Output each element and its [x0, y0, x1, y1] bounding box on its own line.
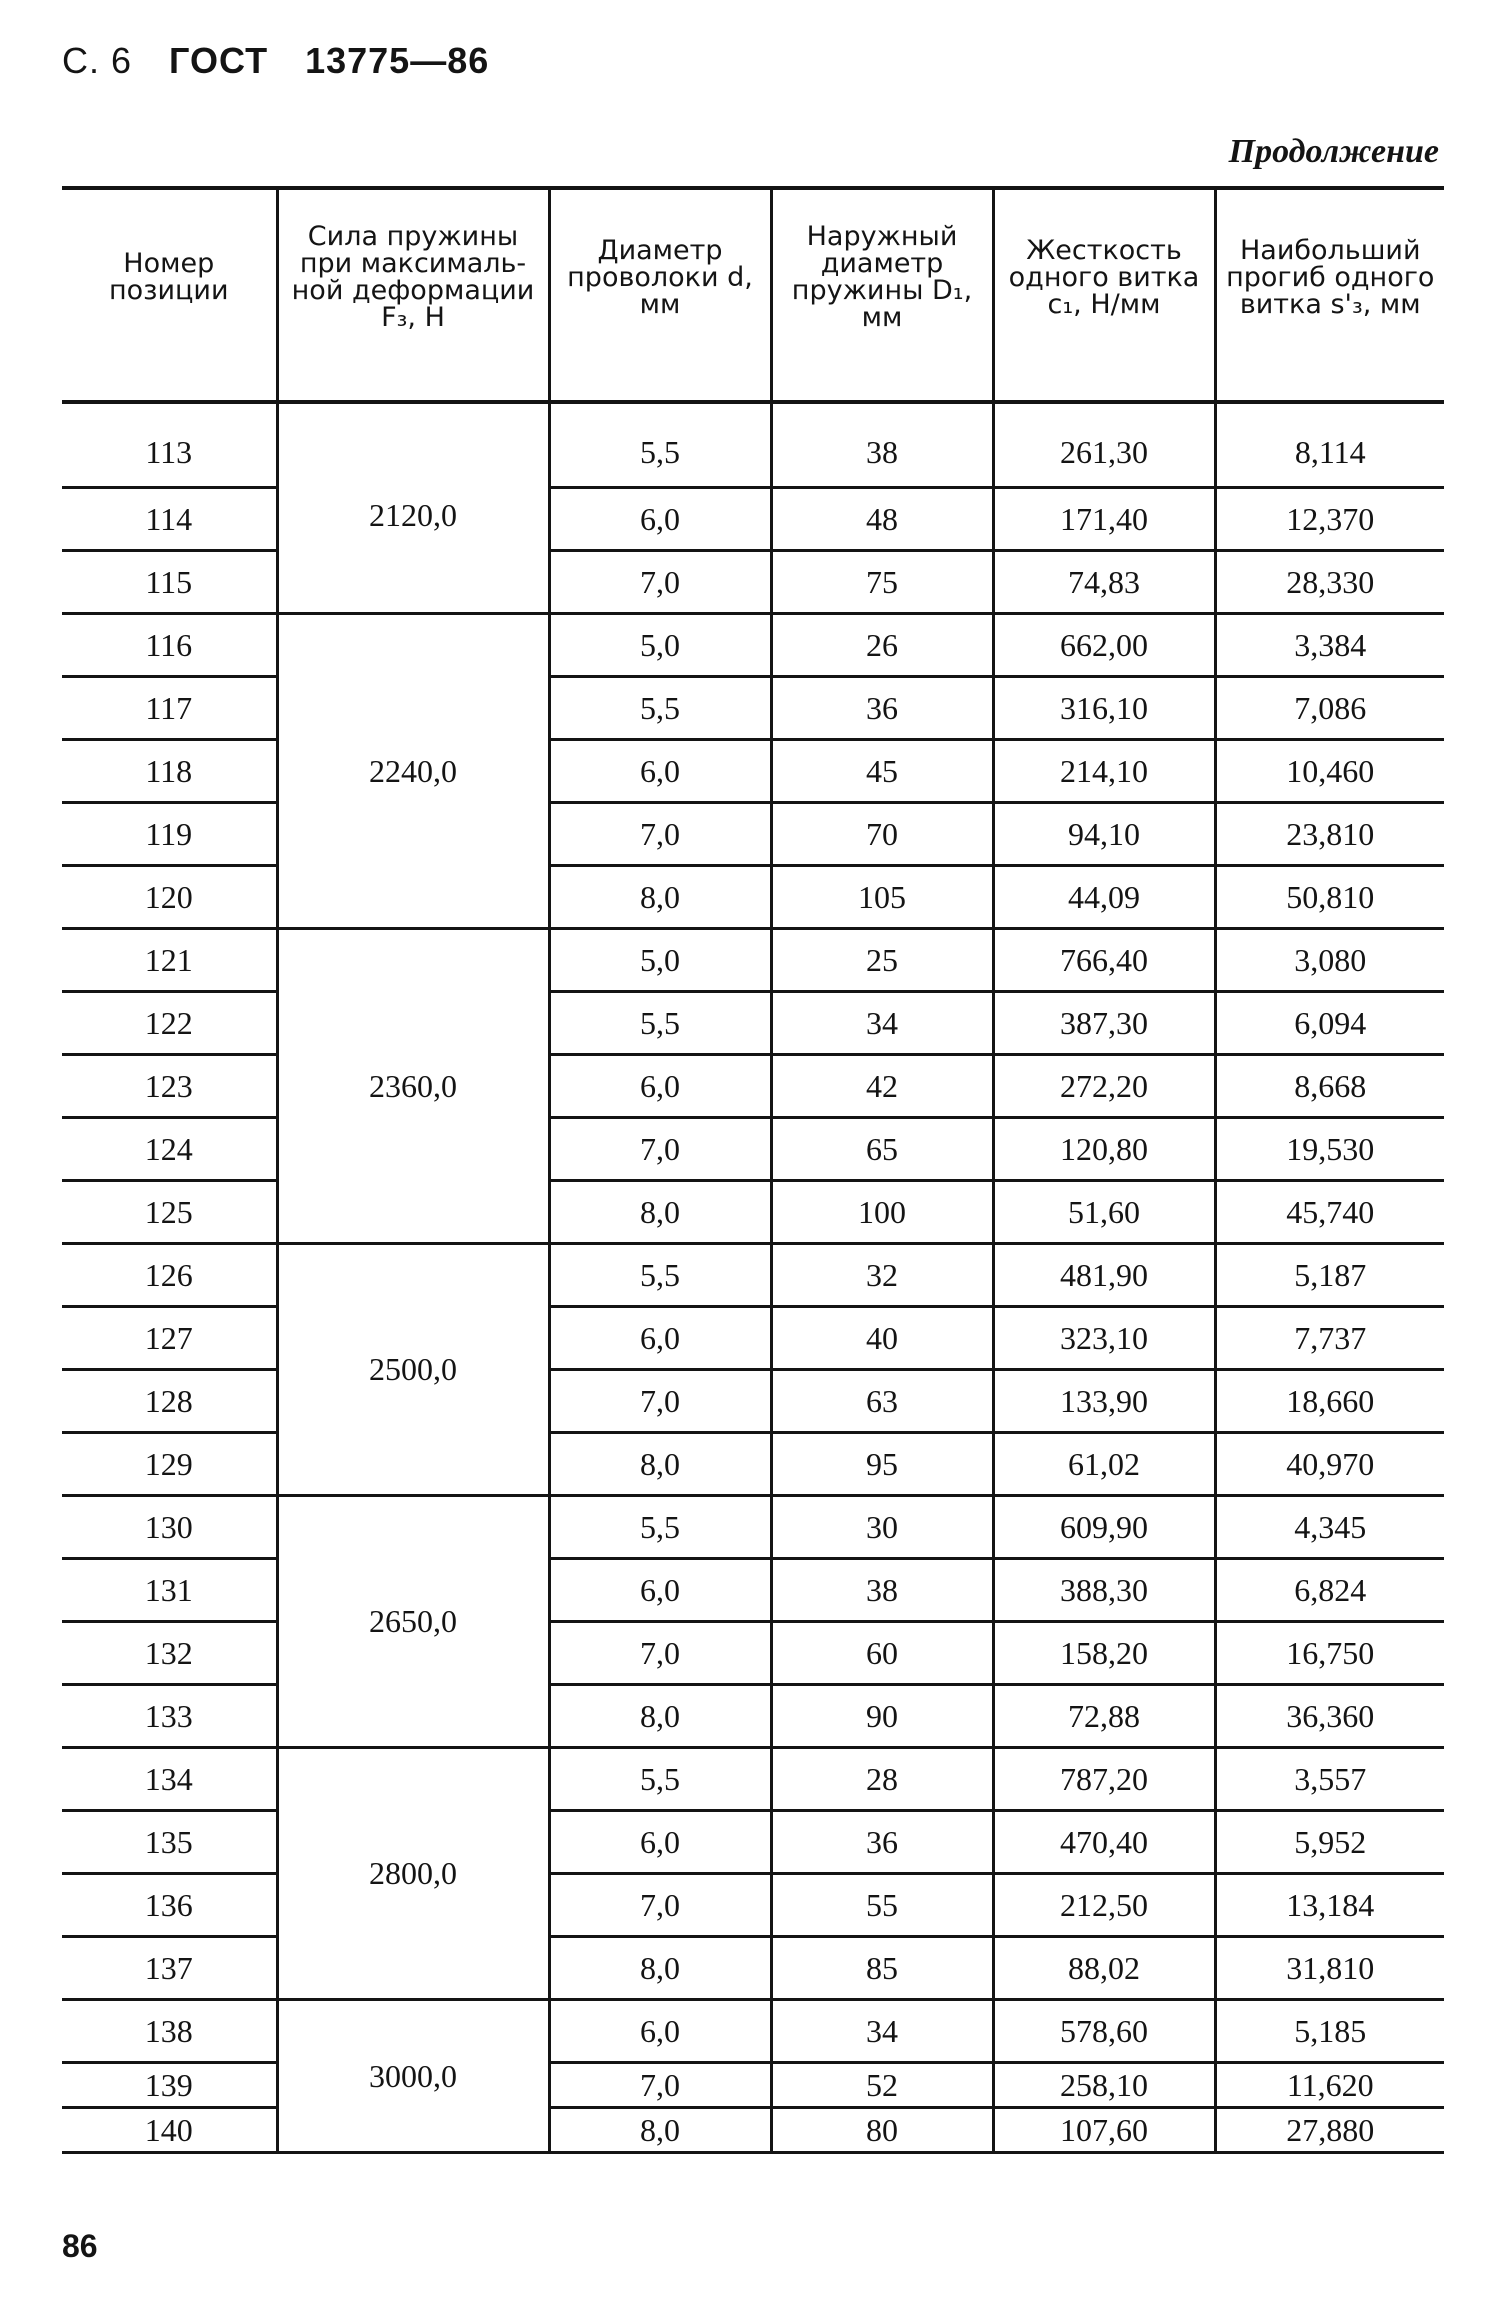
wire-diameter-cell: 8,0 — [549, 1937, 771, 2000]
wire-diameter-cell: 8,0 — [549, 866, 771, 929]
deflection-cell: 8,668 — [1215, 1055, 1444, 1118]
stiffness-cell: 171,40 — [993, 488, 1215, 551]
wire-diameter-cell: 5,0 — [549, 929, 771, 992]
outer-diameter-cell: 70 — [771, 803, 993, 866]
outer-diameter-cell: 42 — [771, 1055, 993, 1118]
stiffness-cell: 107,60 — [993, 2108, 1215, 2153]
wire-diameter-cell: 6,0 — [549, 1811, 771, 1874]
table-row — [62, 551, 1444, 614]
stiffness-cell: 470,40 — [993, 1811, 1215, 1874]
stiffness-cell: 323,10 — [993, 1307, 1215, 1370]
deflection-cell: 3,384 — [1215, 614, 1444, 677]
outer-diameter-cell: 60 — [771, 1622, 993, 1685]
page-number: 86 — [62, 2228, 98, 2264]
wire-diameter-cell: 7,0 — [549, 1118, 771, 1181]
deflection-cell: 11,620 — [1215, 2063, 1444, 2108]
position-cell: 121 — [62, 929, 277, 992]
outer-diameter-cell: 40 — [771, 1307, 993, 1370]
stiffness-cell: 388,30 — [993, 1559, 1215, 1622]
table-row — [62, 677, 1444, 740]
position-cell: 135 — [62, 1811, 277, 1874]
deflection-cell: 23,810 — [1215, 803, 1444, 866]
outer-diameter-cell: 65 — [771, 1118, 993, 1181]
outer-diameter-cell: 30 — [771, 1496, 993, 1559]
header-max-deflection: Наибольший прогиб одного витка s'₃, мм — [1215, 188, 1444, 402]
position-cell: 129 — [62, 1433, 277, 1496]
position-cell: 128 — [62, 1370, 277, 1433]
outer-diameter-cell: 75 — [771, 551, 993, 614]
spring-table — [62, 186, 1444, 2154]
deflection-cell: 19,530 — [1215, 1118, 1444, 1181]
stiffness-cell: 51,60 — [993, 1181, 1215, 1244]
outer-diameter-cell: 52 — [771, 2063, 993, 2108]
position-cell: 130 — [62, 1496, 277, 1559]
table-row — [62, 1370, 1444, 1433]
stiffness-cell: 74,83 — [993, 551, 1215, 614]
outer-diameter-cell: 90 — [771, 1685, 993, 1748]
position-cell: 140 — [62, 2108, 277, 2153]
continuation-label: Продолжение — [1228, 133, 1439, 170]
table-row — [62, 1622, 1444, 1685]
wire-diameter-cell: 7,0 — [549, 1370, 771, 1433]
table-row — [62, 1874, 1444, 1937]
deflection-cell: 27,880 — [1215, 2108, 1444, 2153]
position-cell: 123 — [62, 1055, 277, 1118]
stiffness-cell: 272,20 — [993, 1055, 1215, 1118]
wire-diameter-cell: 6,0 — [549, 1055, 771, 1118]
position-cell: 116 — [62, 614, 277, 677]
deflection-cell: 13,184 — [1215, 1874, 1444, 1937]
table-row — [62, 803, 1444, 866]
deflection-cell: 8,114 — [1215, 402, 1444, 488]
stiffness-cell: 316,10 — [993, 677, 1215, 740]
position-cell: 125 — [62, 1181, 277, 1244]
table-row — [62, 1244, 1444, 1307]
table-row — [62, 866, 1444, 929]
table-row — [62, 1307, 1444, 1370]
standard-code: 13775—86 — [305, 40, 490, 81]
table-row — [62, 402, 1444, 488]
wire-diameter-cell: 6,0 — [549, 740, 771, 803]
stiffness-cell: 88,02 — [993, 1937, 1215, 2000]
wire-diameter-cell: 6,0 — [549, 1559, 771, 1622]
table-row — [62, 1811, 1444, 1874]
position-cell: 131 — [62, 1559, 277, 1622]
stiffness-cell: 578,60 — [993, 2000, 1215, 2063]
position-cell: 139 — [62, 2063, 277, 2108]
outer-diameter-cell: 38 — [771, 402, 993, 488]
deflection-cell: 45,740 — [1215, 1181, 1444, 1244]
force-cell: 2120,0 — [277, 402, 549, 614]
outer-diameter-cell: 100 — [771, 1181, 993, 1244]
header-force: Сила пружины при максималь-ной деформации F₃, Н — [277, 188, 549, 402]
outer-diameter-cell: 34 — [771, 2000, 993, 2063]
stiffness-cell: 212,50 — [993, 1874, 1215, 1937]
header-position: Номер позиции — [62, 188, 277, 402]
deflection-cell: 36,360 — [1215, 1685, 1444, 1748]
wire-diameter-cell: 8,0 — [549, 2108, 771, 2153]
position-cell: 126 — [62, 1244, 277, 1307]
wire-diameter-cell: 6,0 — [549, 2000, 771, 2063]
deflection-cell: 7,086 — [1215, 677, 1444, 740]
table-row — [62, 1748, 1444, 1811]
deflection-cell: 3,557 — [1215, 1748, 1444, 1811]
stiffness-cell: 44,09 — [993, 866, 1215, 929]
table-row — [62, 1055, 1444, 1118]
stiffness-cell: 261,30 — [993, 402, 1215, 488]
wire-diameter-cell: 5,5 — [549, 402, 771, 488]
stiffness-cell: 787,20 — [993, 1748, 1215, 1811]
position-cell: 137 — [62, 1937, 277, 2000]
outer-diameter-cell: 55 — [771, 1874, 993, 1937]
deflection-cell: 4,345 — [1215, 1496, 1444, 1559]
position-cell: 127 — [62, 1307, 277, 1370]
wire-diameter-cell: 5,5 — [549, 1244, 771, 1307]
force-cell: 2800,0 — [277, 1748, 549, 2000]
page-reference: С. 6 — [62, 40, 133, 81]
position-cell: 136 — [62, 1874, 277, 1937]
stiffness-cell: 133,90 — [993, 1370, 1215, 1433]
wire-diameter-cell: 5,5 — [549, 992, 771, 1055]
wire-diameter-cell: 5,0 — [549, 614, 771, 677]
position-cell: 113 — [62, 402, 277, 488]
stiffness-cell: 481,90 — [993, 1244, 1215, 1307]
table-row — [62, 929, 1444, 992]
outer-diameter-cell: 45 — [771, 740, 993, 803]
position-cell: 118 — [62, 740, 277, 803]
wire-diameter-cell: 7,0 — [549, 2063, 771, 2108]
table-row — [62, 1496, 1444, 1559]
stiffness-cell: 387,30 — [993, 992, 1215, 1055]
stiffness-cell: 72,88 — [993, 1685, 1215, 1748]
deflection-cell: 50,810 — [1215, 866, 1444, 929]
outer-diameter-cell: 105 — [771, 866, 993, 929]
deflection-cell: 5,952 — [1215, 1811, 1444, 1874]
force-cell: 2650,0 — [277, 1496, 549, 1748]
table-row — [62, 1559, 1444, 1622]
outer-diameter-cell: 26 — [771, 614, 993, 677]
stiffness-cell: 120,80 — [993, 1118, 1215, 1181]
wire-diameter-cell: 7,0 — [549, 1874, 771, 1937]
outer-diameter-cell: 85 — [771, 1937, 993, 2000]
outer-diameter-cell: 48 — [771, 488, 993, 551]
deflection-cell: 5,185 — [1215, 2000, 1444, 2063]
wire-diameter-cell: 8,0 — [549, 1685, 771, 1748]
deflection-cell: 18,660 — [1215, 1370, 1444, 1433]
table-row — [62, 2108, 1444, 2153]
table-body — [62, 402, 1444, 2153]
outer-diameter-cell: 36 — [771, 1811, 993, 1874]
deflection-cell: 3,080 — [1215, 929, 1444, 992]
stiffness-cell: 662,00 — [993, 614, 1215, 677]
position-cell: 133 — [62, 1685, 277, 1748]
deflection-cell: 12,370 — [1215, 488, 1444, 551]
table-header-row — [62, 188, 1444, 402]
document-header — [62, 40, 489, 82]
position-cell: 134 — [62, 1748, 277, 1811]
outer-diameter-cell: 95 — [771, 1433, 993, 1496]
force-cell: 2360,0 — [277, 929, 549, 1244]
deflection-cell: 5,187 — [1215, 1244, 1444, 1307]
stiffness-cell: 766,40 — [993, 929, 1215, 992]
header-wire-diameter: Диаметр проволоки d, мм — [549, 188, 771, 402]
stiffness-cell: 158,20 — [993, 1622, 1215, 1685]
table-row — [62, 2063, 1444, 2108]
stiffness-cell: 61,02 — [993, 1433, 1215, 1496]
wire-diameter-cell: 5,5 — [549, 1748, 771, 1811]
position-cell: 122 — [62, 992, 277, 1055]
position-cell: 115 — [62, 551, 277, 614]
outer-diameter-cell: 25 — [771, 929, 993, 992]
force-cell: 3000,0 — [277, 2000, 549, 2153]
table-row — [62, 1118, 1444, 1181]
wire-diameter-cell: 5,5 — [549, 677, 771, 740]
table-row — [62, 1685, 1444, 1748]
deflection-cell: 31,810 — [1215, 1937, 1444, 2000]
table-row — [62, 488, 1444, 551]
position-cell: 132 — [62, 1622, 277, 1685]
wire-diameter-cell: 8,0 — [549, 1181, 771, 1244]
deflection-cell: 10,460 — [1215, 740, 1444, 803]
position-cell: 117 — [62, 677, 277, 740]
wire-diameter-cell: 6,0 — [549, 488, 771, 551]
stiffness-cell: 609,90 — [993, 1496, 1215, 1559]
deflection-cell: 40,970 — [1215, 1433, 1444, 1496]
wire-diameter-cell: 7,0 — [549, 551, 771, 614]
table-row — [62, 614, 1444, 677]
position-cell: 114 — [62, 488, 277, 551]
wire-diameter-cell: 5,5 — [549, 1496, 771, 1559]
stiffness-cell: 94,10 — [993, 803, 1215, 866]
header-stiffness: Жесткость одного витка c₁, Н/мм — [993, 188, 1215, 402]
deflection-cell: 7,737 — [1215, 1307, 1444, 1370]
outer-diameter-cell: 34 — [771, 992, 993, 1055]
force-cell: 2240,0 — [277, 614, 549, 929]
outer-diameter-cell: 38 — [771, 1559, 993, 1622]
outer-diameter-cell: 32 — [771, 1244, 993, 1307]
force-cell: 2500,0 — [277, 1244, 549, 1496]
position-cell: 119 — [62, 803, 277, 866]
table-row — [62, 1937, 1444, 2000]
standard-label: ГОСТ — [169, 40, 269, 81]
wire-diameter-cell: 7,0 — [549, 1622, 771, 1685]
deflection-cell: 28,330 — [1215, 551, 1444, 614]
position-cell: 138 — [62, 2000, 277, 2063]
table-row — [62, 1181, 1444, 1244]
outer-diameter-cell: 36 — [771, 677, 993, 740]
table-row — [62, 2000, 1444, 2063]
table-row — [62, 740, 1444, 803]
deflection-cell: 6,824 — [1215, 1559, 1444, 1622]
position-cell: 120 — [62, 866, 277, 929]
wire-diameter-cell: 7,0 — [549, 803, 771, 866]
wire-diameter-cell: 8,0 — [549, 1433, 771, 1496]
table-row — [62, 992, 1444, 1055]
stiffness-cell: 258,10 — [993, 2063, 1215, 2108]
deflection-cell: 6,094 — [1215, 992, 1444, 1055]
header-outer-diameter: Наружный диаметр пружины D₁, мм — [771, 188, 993, 402]
deflection-cell: 16,750 — [1215, 1622, 1444, 1685]
wire-diameter-cell: 6,0 — [549, 1307, 771, 1370]
position-cell: 124 — [62, 1118, 277, 1181]
outer-diameter-cell: 28 — [771, 1748, 993, 1811]
table-row — [62, 1433, 1444, 1496]
outer-diameter-cell: 80 — [771, 2108, 993, 2153]
outer-diameter-cell: 63 — [771, 1370, 993, 1433]
stiffness-cell: 214,10 — [993, 740, 1215, 803]
spec-table — [62, 186, 1444, 2154]
